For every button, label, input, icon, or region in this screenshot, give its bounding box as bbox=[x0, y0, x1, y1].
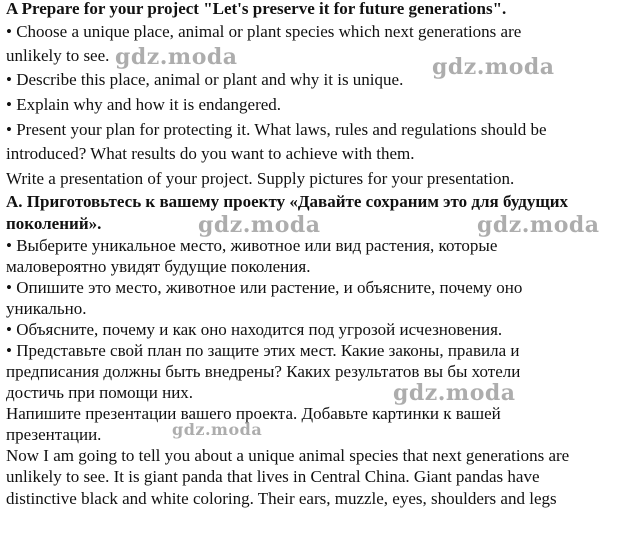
task-ru-present-line1: • Представьте свой план по защите этих мест. Какие законы, правила и bbox=[6, 341, 520, 360]
task-en-describe: • Describe this place, animal or plant and why it is unique. bbox=[6, 70, 404, 89]
answer-line3: distinctive black and white coloring. Their ears, muzzle, eyes, shoulders and legs bbox=[6, 489, 557, 508]
task-ru-explain: • Объясните, почему и как оно находится под угрозой исчезновения. bbox=[6, 320, 503, 339]
watermark: gdz.moda bbox=[432, 54, 555, 80]
task-ru-present-line3: достичь при помощи них. bbox=[6, 383, 194, 402]
heading-russian-line1: A. Приготовьтесь к вашему проекту «Давайте сохраним это для будущих bbox=[6, 192, 569, 211]
task-ru-present-line2: предписания должны быть внедрены? Каких результатов вы бы хотели bbox=[6, 362, 521, 381]
task-ru-closing-line2: презентации. bbox=[6, 425, 102, 444]
task-ru-describe-line1: • Опишите это место, животное или растение, и объясните, почему оно bbox=[6, 278, 523, 297]
task-ru-choose-line2: маловероятно увидят будущие поколения. bbox=[6, 257, 311, 276]
task-ru-describe-line2: уникально. bbox=[6, 299, 87, 318]
task-en-choose-line2: unlikely to see. bbox=[6, 46, 110, 65]
task-en-closing: Write a presentation of your project. Supply pictures for your presentation. bbox=[6, 169, 515, 188]
task-en-choose-line1: • Choose a unique place, animal or plant species which next generations are bbox=[6, 22, 522, 41]
answer-line2: unlikely to see. It is giant panda that lives in Central China. Giant pandas have bbox=[6, 467, 540, 486]
watermark: gdz.moda bbox=[198, 212, 321, 238]
watermark: gdz.moda bbox=[393, 380, 516, 406]
watermark: gdz.moda bbox=[477, 212, 600, 238]
watermark: gdz.moda bbox=[172, 420, 263, 439]
watermark: gdz.moda bbox=[115, 44, 238, 70]
heading-russian-line2: поколений». bbox=[6, 214, 102, 233]
answer-line1: Now I am going to tell you about a unique animal species that next generations are bbox=[6, 446, 570, 465]
task-ru-closing-line1: Напишите презентации вашего проекта. Добавьте картинки к вашей bbox=[6, 404, 501, 423]
task-en-present-line2: introduced? What results do you want to achieve with them. bbox=[6, 144, 415, 163]
task-ru-choose-line1: • Выберите уникальное место, животное или вид растения, которые bbox=[6, 236, 498, 255]
heading-english: A Prepare for your project "Let's preserve it for future generations". bbox=[6, 0, 507, 18]
task-en-present-line1: • Present your plan for protecting it. What laws, rules and regulations should be bbox=[6, 120, 547, 139]
task-en-explain: • Explain why and how it is endangered. bbox=[6, 95, 282, 114]
